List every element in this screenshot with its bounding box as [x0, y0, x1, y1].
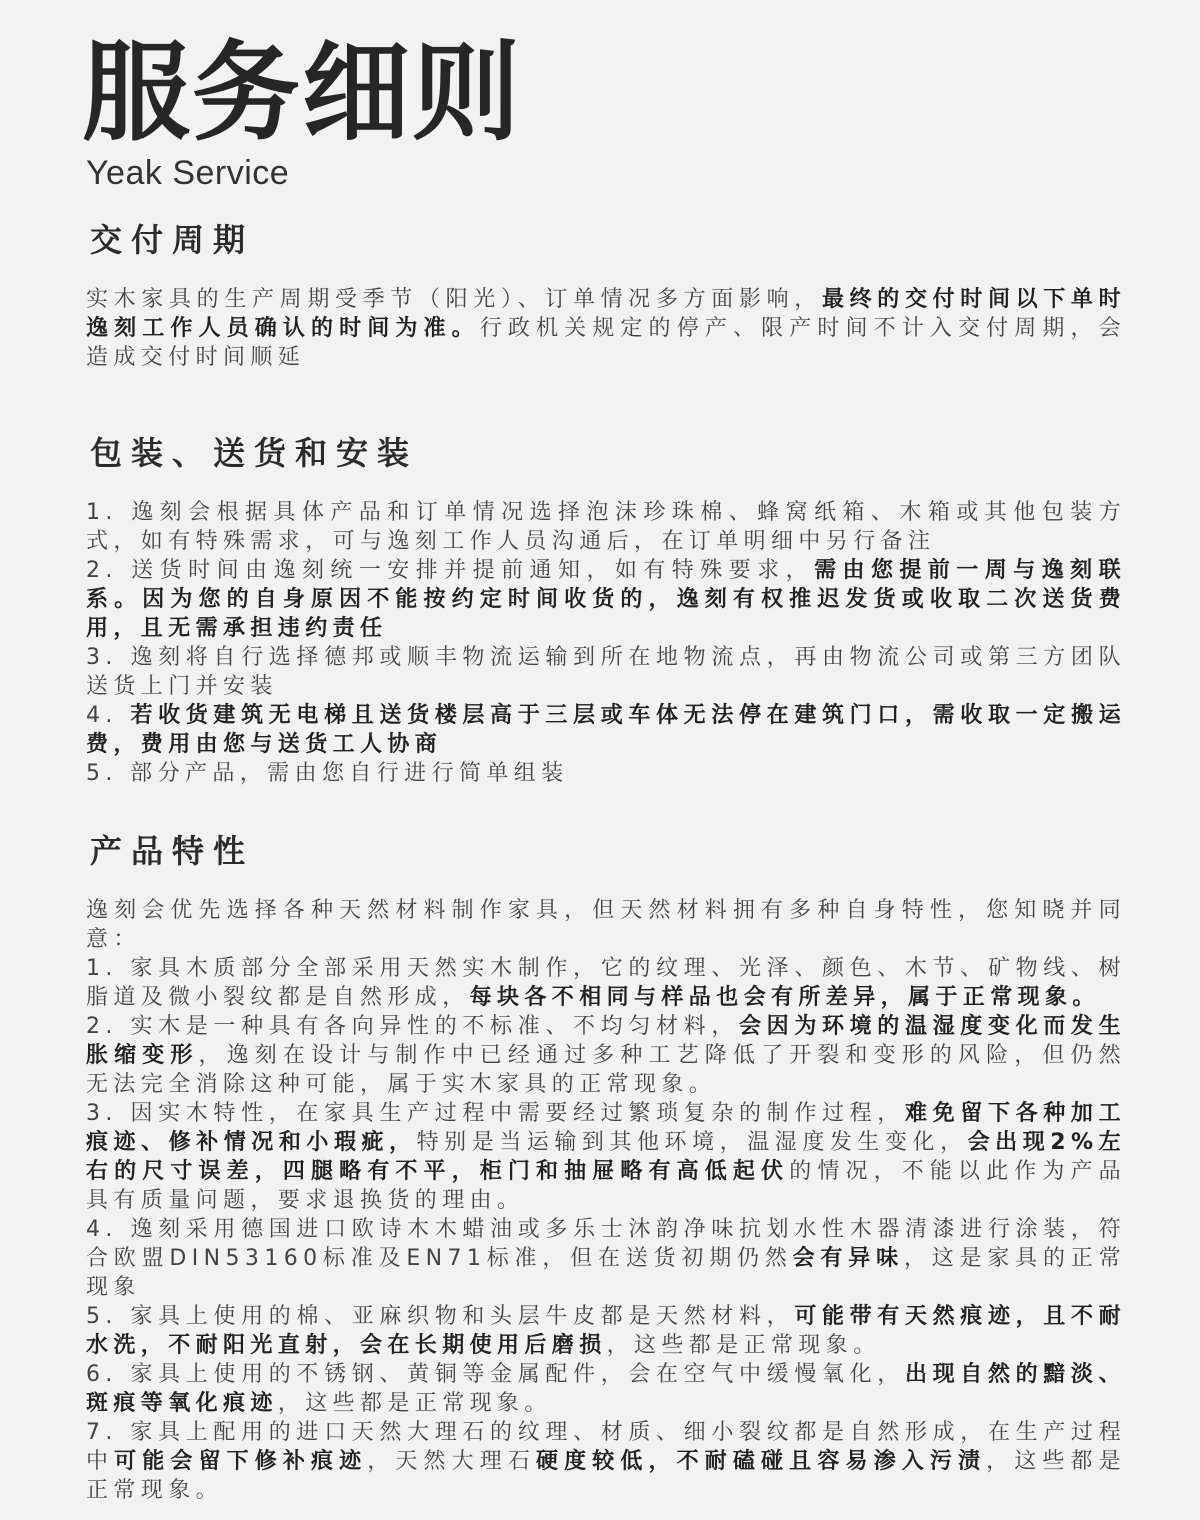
list-item: [86, 1215, 1126, 1302]
bold-segment: 可能带有天然痕迹，且不耐水洗，不耐阳光直射，会在长期使用后磨损: [86, 1304, 1126, 1358]
bold-segment: 硬度较低，不耐磕碰且容易渗入污渍: [536, 1449, 987, 1474]
list-item: [86, 1302, 1126, 1360]
delivery-paragraph: [86, 285, 1126, 372]
bold-segment: 难免留下各种加工痕迹、修补情况和小瑕疵，: [86, 1101, 1126, 1155]
list-item: [86, 759, 1126, 788]
page-title: 服务细则: [82, 31, 523, 156]
text-segment: 3. 逸刻将自行选择德邦或顺丰物流运输到所在地物流点，再由物流公司或第三方团队送货上门并安装: [86, 645, 1126, 699]
text-segment: 6. 家具上使用的不锈钢、黄铜等金属配件，会在空气中缓慢氧化，: [86, 1362, 905, 1387]
list-item: [86, 701, 1126, 759]
list-item: [86, 556, 1126, 643]
bold-segment: 最终的交付时间以下单时逸刻工作人员确认的时间为准。: [86, 287, 1126, 341]
text-segment: 实木家具的生产周期受季节（阳光）、订单情况多方面影响，: [86, 287, 822, 312]
text-segment: ，天然大理石: [367, 1449, 537, 1474]
text-segment: 的情况，不能以此作为产品具有质量问题，要求退换货的理由。: [86, 1159, 1126, 1213]
text-segment: 行政机关规定的停产、限产时间不计入交付周期，会造成交付时间顺延: [86, 316, 1127, 370]
bold-segment: 出现自然的黯淡、斑痕等氧化痕迹: [86, 1362, 1126, 1416]
text-segment: 5. 家具上使用的棉、亚麻织物和头层牛皮都是天然材料，: [86, 1304, 795, 1329]
text-segment: 4.: [86, 703, 131, 728]
bold-segment: 会出现2%左右的尺寸误差，四腿略有不平，柜门和抽屉略有高低起伏: [86, 1130, 1126, 1184]
text-segment: 3. 因实木特性，在家具生产过程中需要经过繁琐复杂的制作过程，: [86, 1101, 905, 1126]
section-heading: 包装、送货和安装: [90, 434, 419, 472]
section-heading: 产品特性: [90, 832, 255, 870]
bold-segment: 会因为环境的温湿度变化而发生胀缩变形: [86, 1014, 1126, 1068]
text-segment: ，这些都是正常现象。: [277, 1391, 552, 1416]
section-heading: 交付周期: [90, 221, 255, 259]
text-segment: ，逸刻在设计与制作中已经通过多种工艺降低了开裂和变形的风险，但仍然无法完全消除这种可能，属于实木家具的正常现象。: [86, 1043, 1126, 1097]
text-segment: 7. 家具上配用的进口天然大理石的纹理、材质、细小裂纹都是自然形成，在生产过程中: [86, 1420, 1126, 1474]
list-item: [86, 643, 1126, 701]
text-segment: 1. 家具木质部分全部采用天然实木制作，它的纹理、光泽、颜色、木节、矿物线、树脂道及微小裂纹都是自然形成，: [86, 956, 1126, 1010]
text-segment: 5. 部分产品，需由您自行进行简单组装: [86, 761, 569, 786]
bold-segment: 会有异味: [792, 1246, 904, 1271]
characteristics-intro: 逸刻会优先选择各种天然材料制作家具，但天然材料拥有多种自身特性，您知晓并同意：: [86, 898, 1126, 952]
bold-segment: 每块各不相同与样品也会有所差异，属于正常现象。: [469, 985, 1100, 1010]
text-segment: 2. 实木是一种具有各向异性的不标准、不均匀材料，: [86, 1014, 739, 1039]
list-item: [86, 1418, 1126, 1505]
text-segment: 特别是当运输到其他环境，温湿度发生变化，: [416, 1130, 968, 1155]
bold-segment: 需由您提前一周与逸刻联系。因为您的自身原因不能按约定时间收货的，逸刻有权推迟发货或收取二次送货费用，且无需承担违约责任: [86, 558, 1126, 641]
section-delivery-cycle: [86, 215, 1126, 372]
section-product-characteristics: [86, 826, 1126, 1505]
list-item: [86, 954, 1126, 1012]
page: [82, 30, 1126, 193]
bold-segment: 若收货建筑无电梯且送货楼层高于三层或车体无法停在建筑门口，需收取一定搬运费，费用由您与送货工人协商: [86, 703, 1127, 757]
list-item: [86, 1360, 1126, 1418]
text-segment: 1. 逸刻会根据具体产品和订单情况选择泡沫珍珠棉、蜂窝纸箱、木箱或其他包装方式，如有特殊需求，可与逸刻工作人员沟通后，在订单明细中另行备注: [86, 500, 1126, 554]
text-segment: ，这些都是正常现象。: [86, 1449, 1126, 1503]
text-segment: 2. 送货时间由逸刻统一安排并提前通知，如有特殊要求，: [86, 558, 815, 583]
page-subtitle: Yeak Service: [86, 154, 290, 192]
list-item: [86, 498, 1126, 556]
text-segment: ，这些都是正常现象。: [606, 1333, 881, 1358]
section-packaging-delivery-installation: [86, 428, 1126, 788]
list-item: [86, 1099, 1126, 1215]
bold-segment: 可能会留下修补痕迹: [114, 1449, 368, 1474]
text-segment: 4. 逸刻采用德国进口欧诗木木蜡油或多乐士沐韵净味抗划水性木器清漆进行涂装，符合欧盟DIN53160标准及EN71标准，但在送货初期仍然: [86, 1217, 1126, 1271]
list-item: [86, 1012, 1126, 1099]
text-segment: ，这是家具的正常现象: [86, 1246, 1126, 1300]
